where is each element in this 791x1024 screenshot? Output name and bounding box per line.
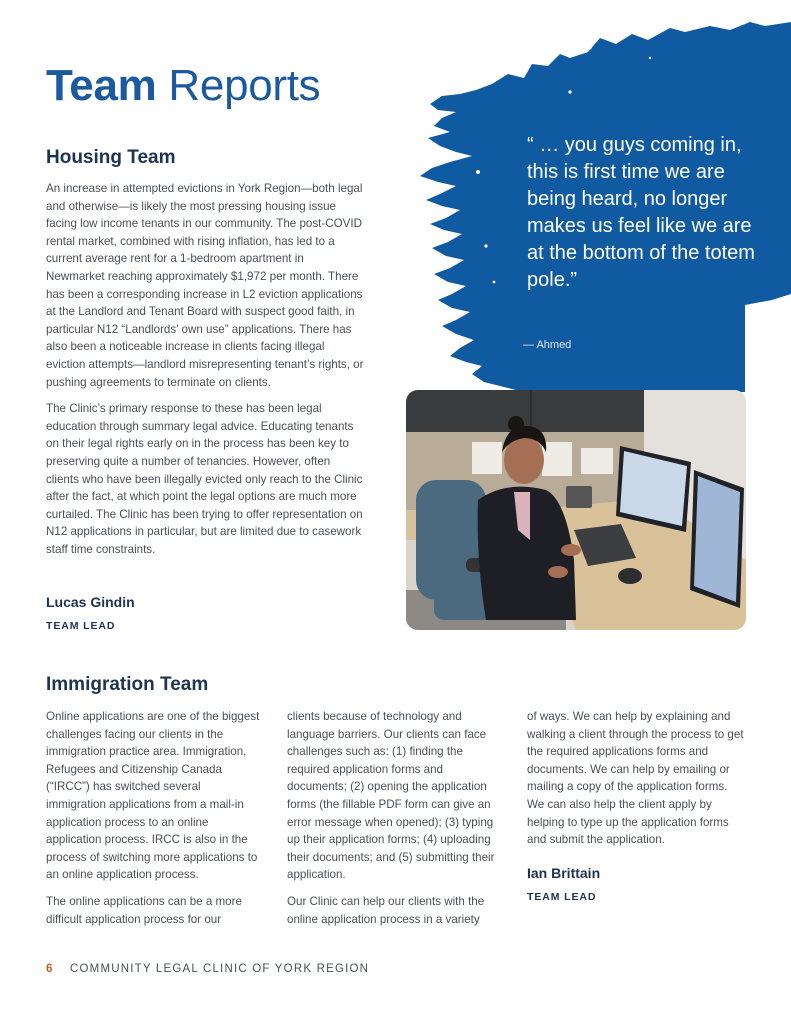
housing-paragraph: The Clinic’s primary response to these has been legal education through summary legal advice. Educating tenants on their legal rights early on in the process has been key to preserving quite a number of tenancies. However, often clients who have been illegally evicted only reach to the Clinic after the fact, at which point the legal options are much more curtailed. The Clinic has been trying to offer representation on N12 applications in particular, but are limited due to casework staff time constraints. (46, 402, 363, 556)
page-title (46, 60, 320, 112)
office-photo-illustration (406, 390, 746, 630)
immigration-paragraph: of ways. We can help by explaining and walking a client through the process to get the required applications forms and documents. We can help by emailing or mailing a copy of the application forms. We can also help the client apply by helping to type up the application forms and submit the application. (527, 710, 744, 847)
staff-photo (406, 390, 746, 630)
immigration-column-2 (287, 708, 501, 937)
immigration-lead-role: TEAM LEAD (527, 891, 597, 903)
housing-team-heading: Housing Team (46, 147, 176, 168)
pull-quote: “ … you guys coming in, this is first time we are being heard, no longer makes us feel like we are at the bottom of the totem pole.” (527, 134, 755, 291)
page-title-light: Reports (168, 61, 321, 110)
immigration-paragraph: clients because of technology and language barriers. Our clients can face challenges such as: (1) finding the required application forms and documents; (2) opening the application forms (the fillable PDF form can give an error message when opened); (3) typing up their application forms; (4) uploading their documents; and (5) submitting their application. (287, 710, 495, 882)
housing-lead-name: Lucas Gindin (46, 594, 135, 610)
immigration-team-heading: Immigration Team (46, 674, 209, 695)
page-footer (46, 963, 369, 975)
immigration-paragraph: Online applications are one of the biggest challenges facing our clients in the immigration practice area. Immigration, Refugees and Citizenship Canada (“IRCC”) has switched several immigration applications from a mail-in application process to an online application process. IRCC is also in the process of switching more applications to an online application process. (46, 710, 260, 882)
page-number: 6 (46, 963, 54, 975)
page-title-bold: Team (46, 61, 157, 110)
housing-team-body (46, 180, 364, 567)
organization-name: COMMUNITY LEGAL CLINIC OF YORK REGION (70, 963, 370, 975)
housing-paragraph: An increase in attempted evictions in York Region—both legal and otherwise—is likely the most pressing housing issue facing low income tenants in our community. The post-COVID rental market, combined with rising inflation, has led to a current average rent for a 1-bedroom apartment in Newmarket reaching approximately $1,972 per month. There has been a corresponding increase in L2 eviction applications at the Landlord and Tenant Board with suspect good faith, in particular N12 “Landlords’ own use” applications. There has also been a noticeable increase in clients facing illegal eviction attempts—landlord misrepresenting tenant’s rights, or pushing agreements to terminate on clients. (46, 182, 364, 389)
immigration-paragraph: Our Clinic can help our clients with the online application process in a variety (287, 894, 485, 926)
immigration-paragraph: The online applications can be a more difficult application process for our (46, 894, 242, 926)
immigration-column-1 (46, 708, 260, 937)
immigration-lead-name: Ian Brittain (527, 865, 601, 881)
quote-author: — Ahmed (523, 339, 572, 351)
housing-lead-role: TEAM LEAD (46, 620, 116, 632)
immigration-column-3 (527, 708, 747, 858)
